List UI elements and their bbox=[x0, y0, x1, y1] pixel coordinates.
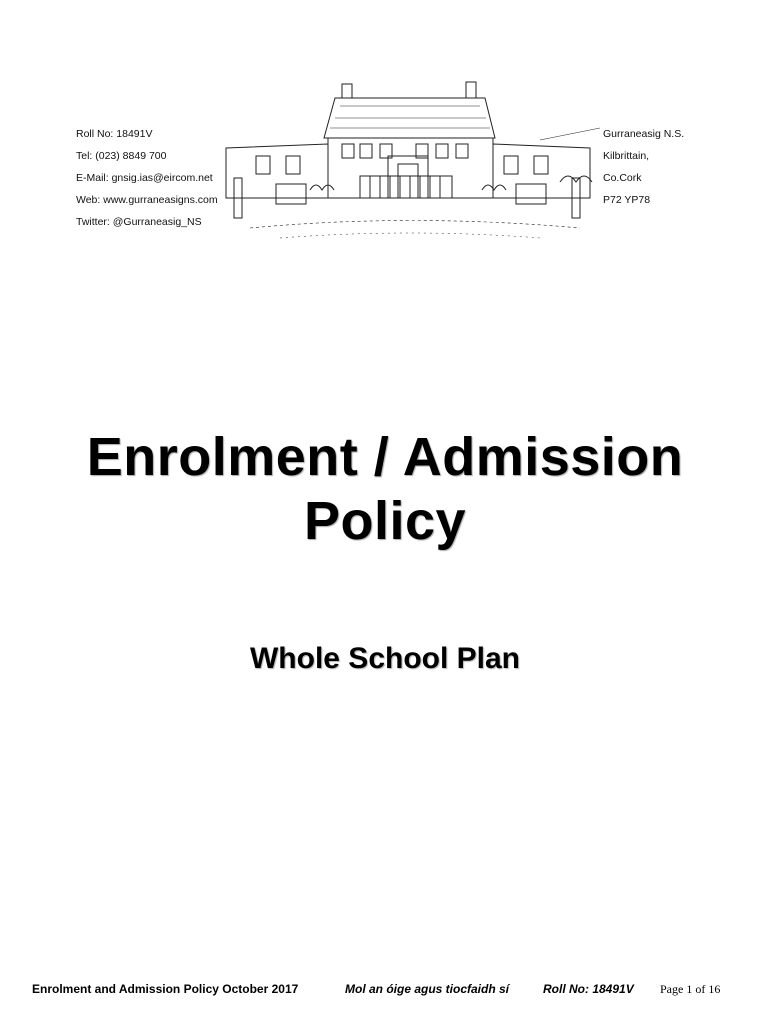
page-footer bbox=[32, 982, 732, 1002]
footer-policy-name: Enrolment and Admission Policy October 2017 bbox=[32, 982, 299, 996]
document-title bbox=[0, 425, 770, 553]
footer-page-number: Page 1 of 16 bbox=[660, 982, 721, 996]
school-contact-details bbox=[76, 123, 218, 233]
roll-number: Roll No: 18491V bbox=[76, 128, 153, 140]
footer-motto: Mol an óige agus tiocfaidh sí bbox=[345, 982, 510, 996]
title-line-2: Policy bbox=[303, 491, 467, 551]
school-name: Gurraneasig N.S. bbox=[603, 128, 685, 140]
school-building-sketch bbox=[220, 78, 600, 248]
address-town: Kilbrittain, bbox=[603, 150, 650, 162]
school-address bbox=[603, 123, 684, 211]
twitter-handle: Twitter: @Gurraneasig_NS bbox=[76, 216, 202, 228]
telephone: Tel: (023) 8849 700 bbox=[76, 150, 167, 162]
address-eircode: P72 YP78 bbox=[603, 194, 651, 206]
website: Web: www.gurraneasigns.com bbox=[76, 194, 218, 206]
title-line-1: Enrolment / Admission bbox=[86, 427, 684, 487]
document-subtitle: Whole School Plan bbox=[249, 642, 520, 675]
email: E-Mail: gnsig.ias@eircom.net bbox=[76, 172, 213, 184]
address-county: Co.Cork bbox=[603, 172, 642, 184]
footer-roll-number: Roll No: 18491V bbox=[543, 982, 634, 996]
